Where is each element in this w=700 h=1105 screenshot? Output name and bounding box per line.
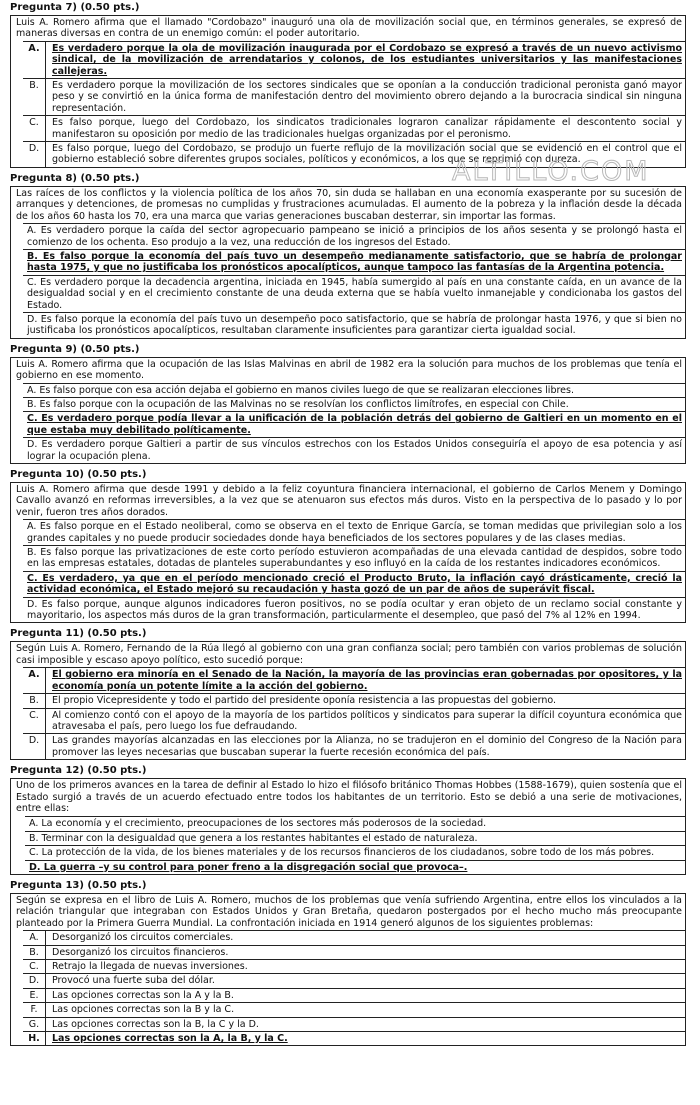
option-g[interactable]	[23, 1018, 685, 1032]
option-letter: E.	[23, 989, 46, 1002]
altillo-watermark: ALTILLO.COM	[452, 156, 650, 187]
option-letter: D.	[23, 974, 46, 987]
option-text: El gobierno era minoría en el Senado de la Nación, la mayoría de las provincias eran gobernadas por opositores, y la economía ponía un potente límite a la acción del gobierno.	[52, 669, 682, 692]
option-text: Desorganizó los circuitos financieros.	[52, 946, 229, 958]
option-text: A. Es falso porque en el Estado neoliberal, como se observa en el texto de Enrique García, se toman medidas que privilegian solo a los grandes capitales y no puede producir sociedades donde haya beneficiados de los sectores populares y de las clases medias.	[27, 521, 682, 544]
question-7	[10, 2, 686, 168]
option-f[interactable]	[23, 1003, 685, 1017]
options-table	[23, 41, 685, 167]
option-d[interactable]	[23, 598, 685, 623]
option-text: El propio Vicepresidente y todo el partido del presidente oponía resistencia a las propuestas del gobierno.	[52, 695, 557, 707]
option-d[interactable]	[23, 734, 685, 759]
option-text: D. Es falso porque, aunque algunos indicadores fueron positivos, no se podía ocultar y eran objeto de un reclamo social constante y mayoritario, los aspectos más duros de la gran transformación, particularmente el desempleo, que pasó del 7% al 12% en 1994.	[27, 598, 682, 622]
option-text: C. Es verdadero, ya que en el período mencionado creció el Producto Bruto, la inflación cayó drásticamente, creció la actividad económica, el Estado mejoró su recaudación y hasta gozó de un par de años de superávit fiscal.	[27, 572, 682, 596]
question-stem: Uno de los primeros avances en la tarea de definir al Estado lo hizo el filósofo británico Thomas Hobbes (1588-1679), quien sostenía que el Estado surgió a través de un acuerdo efectuado entre todos los habitantes de un territorio. Esto se debió a una serie de motivaciones, entre ellas:	[16, 780, 682, 814]
option-letter: D.	[23, 142, 46, 167]
question-stem: Luis A. Romero afirma que desde 1991 y debido a la feliz coyuntura financiera internacional, el gobierno de Carlos Menem y Domingo Cavallo avanzó en reformas irreversibles, a la vez que se atenuaron sus efectos más duros. Visto en la perspectiva de lo pasado y lo por venir, fueron tres años dorados.	[16, 484, 682, 518]
option-b[interactable]	[25, 832, 685, 846]
options-table	[23, 930, 685, 1045]
option-d[interactable]	[25, 861, 685, 874]
question-8	[10, 173, 686, 339]
question-title: Pregunta 12) (0.50 pts.)	[10, 765, 147, 777]
option-text: Provocó una fuerte suba del dólar.	[52, 975, 215, 987]
question-body	[10, 186, 686, 339]
option-b[interactable]	[23, 546, 685, 572]
option-text: A. La economía y el crecimiento, preocupaciones de los sectores más poderosos de la sociedad.	[29, 818, 487, 830]
option-text: Las opciones correctas son la B, la C y la D.	[52, 1018, 259, 1030]
question-title: Pregunta 10) (0.50 pts.)	[10, 469, 147, 480]
option-text: Es falso porque, luego del Cordobazo, se produjo un fuerte reflujo de la movilización social que se evidenció en el control que el gobierno estableció sobre diferentes grupos sociales, políticos y económicos, a los que se reprimió con dureza.	[52, 143, 682, 166]
question-10	[10, 469, 686, 623]
option-text: B. Terminar con la desigualdad que genera a los restantes habitantes el estado de naturaleza.	[29, 832, 478, 844]
options-table	[23, 667, 685, 759]
option-d[interactable]	[23, 974, 685, 988]
option-letter: C.	[23, 116, 46, 141]
option-text: A. Es falso porque con esa acción dejaba el gobierno en manos civiles luego de que se realizaran elecciones libres.	[27, 384, 574, 396]
question-stem: Luis A. Romero afirma que la ocupación de las Islas Malvinas en abril de 1982 era la solución para muchos de los problemas que tenía el gobierno en ese momento.	[16, 358, 682, 382]
option-c[interactable]	[23, 709, 685, 735]
option-text: Al comienzo contó con el apoyo de la mayoría de los partidos políticos y sindicatos para superar la difícil coyuntura económica que atravesaba el país, pero luego los fue defraudando.	[52, 709, 682, 732]
option-text: C. Es verdadero porque la decadencia argentina, iniciada en 1945, había sumergido al país en una constante caída, en un avance de la desigualdad social y en el crecimiento constante de una deuda externa que se había vuelto inmanejable y condicionaba los gastos del Estado.	[27, 276, 682, 311]
option-letter: H.	[23, 1032, 46, 1045]
option-letter: C.	[23, 960, 46, 973]
question-stem: Las raíces de los conflictos y la violencia política de los años 70, sin duda se hallaban en una economía exasperante por su sucesión de arranques y detenciones, de promesas no cumplidas y frustraciones acumuladas. El aumento de la pobreza y la inflación desde la década de los años 60 hasta los 70, era una marca que varias generaciones buscaban desterrar, sin importar las formas.	[16, 187, 682, 222]
option-d[interactable]	[23, 438, 685, 463]
option-letter: D.	[23, 734, 46, 759]
option-c[interactable]	[25, 846, 685, 860]
option-a[interactable]	[23, 668, 685, 694]
question-12	[10, 765, 686, 875]
question-body	[10, 778, 686, 875]
option-letter: A.	[23, 931, 46, 944]
option-text: B. Es falso porque la economía del país tuvo un desempeño medianamente satisfactorio, que se habría de prolongar hasta 1975, y que no justificaba los pronósticos apocalípticos, aunque tampoco las fantasías de la Argentina potencia.	[27, 250, 682, 274]
question-title: Pregunta 7) (0.50 pts.)	[10, 2, 140, 13]
question-title: Pregunta 8) (0.50 pts.)	[10, 172, 140, 184]
question-title: Pregunta 13) (0.50 pts.)	[10, 879, 147, 891]
option-b[interactable]	[23, 694, 685, 708]
question-title: Pregunta 9) (0.50 pts.)	[10, 343, 140, 355]
option-b[interactable]	[23, 79, 685, 116]
option-text: D. La guerra –y su control para poner freno a la disgregación social que provoca–.	[29, 861, 468, 873]
option-b[interactable]	[23, 250, 685, 276]
option-a[interactable]	[23, 224, 685, 250]
option-letter: B.	[23, 946, 46, 959]
option-letter: A.	[23, 42, 46, 78]
option-text: B. Es falso porque con la ocupación de las Malvinas no se resolvían los conflictos limítrofes, en especial con Chile.	[27, 398, 569, 410]
options-table	[23, 383, 685, 463]
option-h[interactable]	[23, 1032, 685, 1045]
option-text: Es falso porque, luego del Cordobazo, los sindicatos tradicionales lograron canalizar rápidamente el descontento social y manifestaron su oposición por medio de las tradicionales huelgas organizadas por el peronismo.	[52, 117, 682, 140]
option-text: B. Es falso porque las privatizaciones de este corto período estuvieron acompañadas de una elevada cantidad de despidos, sobre todo en las empresas estatales, dotadas de planteles superabundantes y eso influyó en la caída de los restantes indicadores económicos.	[27, 547, 682, 570]
question-body	[10, 482, 686, 623]
option-text: Es verdadero porque la movilización de los sectores sindicales que se oponían a la conducción tradicional peronista ganó mayor peso y se convirtió en la única forma de manifestación dentro del movimiento obrero dejando a la burocracia sindical sin ninguna representación.	[52, 80, 682, 114]
option-text: D. Es verdadero porque Galtieri a partir de sus vínculos estrechos con los Estados Unidos conseguiría el apoyo de esa potencia y así lograr la ocupación plena.	[27, 439, 682, 462]
option-text: C. Es verdadero porque podía llevar a la unificación de la población detrás del gobierno de Galtieri en un momento en el que estaba muy debilitado políticamente.	[27, 413, 682, 436]
option-text: Es verdadero porque la ola de movilización inaugurada por el Cordobazo se expresó a través de un nuevo activismo sindical, de la movilización de arrendatarios y colonos, de los estudiantes universitarios y las manifestaciones callejeras.	[52, 42, 682, 77]
option-text: Las opciones correctas son la A, la B, y la C.	[52, 1033, 288, 1045]
option-text: D. Es falso porque la economía del país tuvo un desempeño poco satisfactorio, que se habría de prolongar hasta 1976, y que si bien no justificaba los pronósticos apocalípticos, resultaban claramente insuficientes para garantizar cierta igualdad social.	[27, 313, 682, 337]
option-b[interactable]	[23, 946, 685, 960]
option-e[interactable]	[23, 989, 685, 1003]
options-table	[23, 519, 685, 622]
option-c[interactable]	[23, 960, 685, 974]
question-stem: Luis A. Romero afirma que el llamado "Cordobazo" inauguró una ola de movilización social que, en términos generales, se expresó de maneras diversas en contra de un enemigo común: el poder autoritario.	[16, 17, 682, 40]
question-body	[10, 893, 686, 1046]
question-stem: Según se expresa en el libro de Luis A. Romero, muchos de los problemas que venía sufriendo Argentina, entre ellos los vinculados a la relación triangular que integraban con Estados Unidos y Gran Bretaña, quedaron postergados por el hecho mucho más preocupante planteado por la Primera Guerra Mundial. La confrontación iniciada en 1914 generó algunos de los siguientes problemas:	[16, 894, 682, 929]
option-c[interactable]	[23, 572, 685, 598]
option-text: Retrajo la llegada de nuevas inversiones.	[52, 961, 248, 972]
option-c[interactable]	[23, 116, 685, 142]
question-body	[10, 15, 686, 168]
option-letter: F.	[23, 1003, 46, 1016]
question-body	[10, 641, 686, 760]
question-title: Pregunta 11) (0.50 pts.)	[10, 628, 147, 640]
question-9	[10, 344, 686, 464]
option-d[interactable]	[23, 313, 685, 338]
option-letter: B.	[23, 79, 46, 115]
option-text: C. La protección de la vida, de los bienes materiales y de los recursos financieros de los ciudadanos, sobre todo de los más pobres.	[29, 847, 655, 859]
option-c[interactable]	[23, 276, 685, 313]
option-a[interactable]	[23, 42, 685, 79]
options-table	[25, 816, 685, 874]
option-a[interactable]	[23, 520, 685, 546]
option-c[interactable]	[23, 412, 685, 438]
option-text: Las opciones correctas son la A y la B.	[52, 989, 234, 1001]
option-letter: B.	[23, 694, 46, 707]
option-text: Las opciones correctas son la B y la C.	[52, 1004, 235, 1016]
option-a[interactable]	[23, 384, 685, 398]
option-text: Las grandes mayorías alcanzadas en las elecciones por la Alianza, no se tradujeron en el dominio del Congreso de la Nación para promover las leyes necesarias que buscaban superar la fuerte recesión económica del país.	[52, 735, 682, 758]
option-letter: G.	[23, 1018, 46, 1031]
question-13	[10, 880, 686, 1046]
option-b[interactable]	[23, 398, 685, 412]
question-stem: Según Luis A. Romero, Fernando de la Rúa llegó al gobierno con una gran confianza social; pero también con varios problemas de solución casi imposible y escaso apoyo político, esto sucedió porque:	[16, 643, 682, 666]
question-body	[10, 357, 686, 464]
option-text: A. Es verdadero porque la caída del sector agropecuario pampeano se inició a principios de los años sesenta y se prolongó hasta el comienzo de los ochenta. Eso produjo a la vez, una reducción de los ingresos del Estado.	[27, 225, 682, 248]
option-letter: C.	[23, 709, 46, 734]
question-11	[10, 628, 686, 760]
options-table	[23, 223, 685, 338]
option-letter: A.	[23, 668, 46, 693]
option-a[interactable]	[23, 931, 685, 945]
option-text: Desorganizó los circuitos comerciales.	[52, 932, 234, 944]
option-a[interactable]	[25, 817, 685, 831]
